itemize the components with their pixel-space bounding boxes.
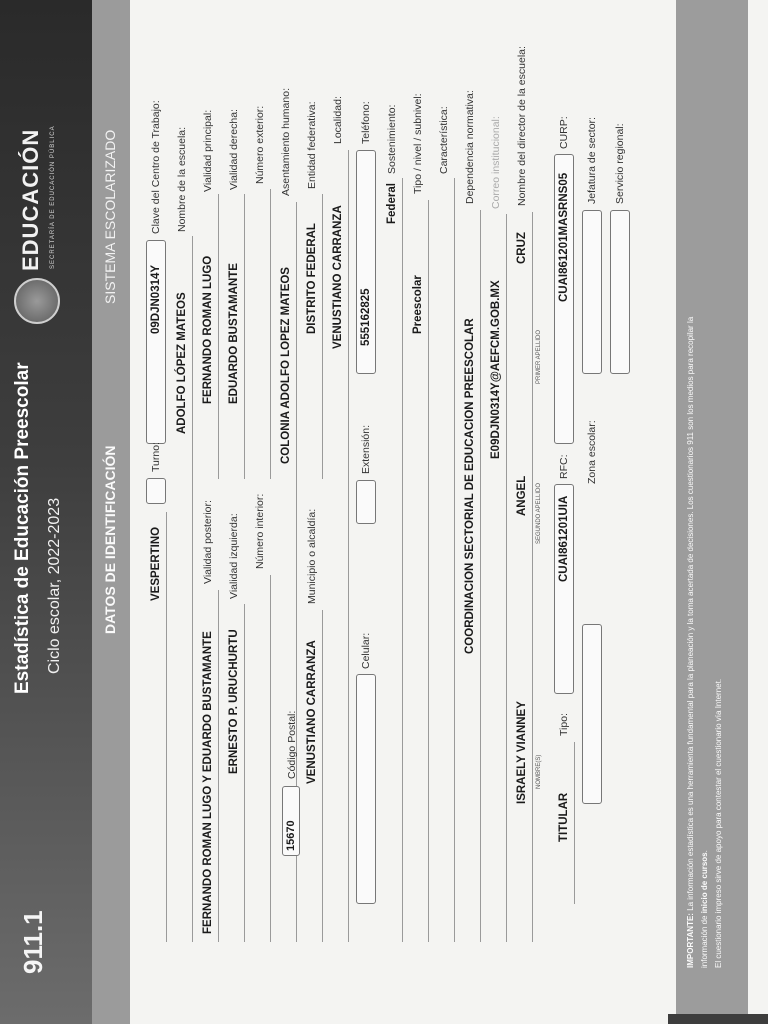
telefono-value: 555162825 — [360, 288, 372, 346]
vialidad-derecha-label: Vialidad derecha: — [228, 109, 240, 190]
entidad-value: DISTRITO FEDERAL — [306, 223, 318, 334]
codigo-postal-value: 15670 — [285, 820, 297, 851]
section-band — [92, 0, 130, 1024]
zona-label: Zona escolar: — [586, 420, 598, 484]
nombre-escuela-label: Nombre de la escuela: — [176, 126, 188, 232]
correo-line — [506, 214, 507, 942]
rfc-label: RFC: — [558, 454, 570, 479]
nombre-escuela-value: ADOLFO LÓPEZ MATEOS — [176, 292, 188, 434]
sostenimiento-value: Federal — [386, 183, 398, 224]
footer-line-1-text: La información estadística es una herramienta fundamental para la planeación y la toma acertada de decisiones. Los cuestionarios 911 son los medios para recopilar la — [686, 316, 695, 914]
segundo-apellido-value: ANGEL — [516, 475, 528, 516]
vialidad-principal-line — [218, 194, 219, 479]
codigo-postal-label: Código Postal: — [286, 710, 298, 779]
dependencia-value: COORDINACION SECTORIAL DE EDUCACION PREESCOLAR — [464, 318, 476, 654]
turno-box — [146, 478, 166, 504]
footer-important: IMPORTANTE: — [686, 913, 695, 968]
caracteristica-line — [454, 178, 455, 942]
school-cycle: Ciclo escolar, 2022-2023 — [46, 497, 63, 674]
turno-line — [166, 512, 167, 942]
section-title: DATOS DE IDENTIFICACIÓN — [102, 445, 118, 634]
footer-line-3: El cuestionario impreso sirve de apoyo para contestar el cuestionario vía Internet. — [714, 678, 723, 968]
municipio-line — [322, 610, 323, 942]
nombres-caption: NOMBRE(S) — [536, 754, 542, 789]
numero-interior-label: Número interior: — [254, 493, 266, 569]
numero-exterior-label: Número exterior: — [254, 105, 266, 184]
turno-value: VESPERTINO — [150, 526, 162, 601]
tipo-nivel-line — [428, 200, 429, 942]
correo-label: Correo institucional: — [490, 116, 502, 209]
brand-logo-text: EDUCACIÓN — [18, 128, 43, 271]
segundo-apellido-caption: SEGUNDO APELLIDO — [536, 482, 542, 544]
telefono-label: Teléfono: — [360, 101, 372, 144]
tipo-label: Tipo: — [558, 713, 570, 736]
dependencia-line — [480, 210, 481, 942]
vialidad-principal-value: FERNANDO ROMAN LUGO — [202, 255, 214, 404]
celular-label: Celular: — [360, 632, 372, 669]
curp-label: CURP: — [558, 116, 570, 149]
tipo-value: TITULAR — [558, 792, 570, 842]
vialidad-izquierda-label: Vialidad izquierda: — [228, 513, 240, 599]
municipio-value: VENUSTIANO CARRANZA — [306, 640, 318, 784]
numero-interior-line — [270, 575, 271, 942]
form-title: Estadística de Educación Preescolar — [12, 362, 33, 694]
form-header — [0, 0, 92, 1024]
localidad-value: VENUSTIANO CARRANZA — [332, 205, 344, 349]
director-line — [532, 212, 533, 942]
vialidad-izquierda-value: ERNESTO P. URUCHURTU — [228, 629, 240, 774]
rfc-value: CUAI861201UIA — [558, 495, 570, 582]
footer-note — [676, 0, 748, 1024]
jefatura-cells — [582, 210, 602, 374]
extension-label: Extensión: — [360, 424, 372, 474]
vialidad-derecha-line — [244, 194, 245, 479]
numero-exterior-line — [270, 189, 271, 479]
jefatura-label: Jefatura de sector: — [586, 117, 598, 204]
form-number: 911.1 — [18, 910, 48, 974]
dependencia-label: Dependencia normativa: — [464, 90, 476, 204]
nombres-value: ISRAELY VIANNEY — [516, 701, 528, 804]
primer-apellido-value: CRUZ — [516, 232, 528, 264]
clave-label: Clave del Centro de Trabajo: — [150, 100, 162, 234]
turno-label: Turno: — [150, 442, 162, 472]
zona-cells — [582, 624, 602, 804]
footer-line-2-a: información de — [700, 913, 709, 968]
celular-cells — [356, 674, 376, 904]
nombre-escuela-line — [192, 236, 193, 942]
clave-value: 09DJN0314Y — [150, 264, 162, 334]
sostenimiento-label: Sostenimiento: — [386, 104, 398, 174]
vialidad-posterior-value: FERNANDO ROMAN LUGO Y EDUARDO BUSTAMANTE — [202, 631, 214, 934]
director-label: Nombre del director de la escuela: — [516, 46, 528, 206]
asentamiento-label: Asentamiento humano: — [280, 88, 292, 196]
tipo-nivel-value: Preescolar — [412, 275, 424, 334]
government-seal-icon — [14, 278, 60, 324]
localidad-line — [348, 150, 349, 942]
vialidad-posterior-line — [218, 590, 219, 942]
sostenimiento-line — [402, 178, 403, 942]
footer-line-2 — [700, 850, 709, 968]
vialidad-izquierda-line — [244, 604, 245, 942]
footer-line-2-b: . — [700, 850, 709, 853]
entidad-line — [322, 194, 323, 479]
codigo-postal-box — [282, 786, 300, 856]
tipo-line — [574, 742, 575, 904]
curp-value: CUAI861201MASRNS05 — [558, 172, 570, 302]
tipo-nivel-label: Tipo / nivel / subnivel: — [412, 93, 424, 194]
asentamiento-value: COLONIA ADOLFO LOPEZ MATEOS — [280, 267, 292, 464]
brand-subtitle: SECRETARÍA DE EDUCACIÓN PÚBLICA — [50, 125, 56, 269]
vialidad-principal-label: Vialidad principal: — [202, 109, 214, 192]
vialidad-posterior-label: Vialidad posterior: — [202, 500, 214, 584]
footer-line-1 — [686, 317, 695, 968]
entidad-label: Entidad federativa: — [306, 101, 318, 189]
caracteristica-label: Característica: — [438, 106, 450, 174]
footer-line-2-bold: inicio de cursos — [700, 852, 709, 914]
correo-value: E09DJN0314Y@AEFCM.GOB.MX — [490, 280, 502, 459]
primer-apellido-caption: PRIMER APELLIDO — [536, 329, 542, 384]
scan-edge-mark — [668, 1014, 768, 1024]
municipio-label: Municipio o alcaldía: — [306, 508, 318, 604]
localidad-label: Localidad: — [332, 96, 344, 144]
extension-cells — [356, 480, 376, 524]
system-label: SISTEMA ESCOLARIZADO — [102, 129, 118, 304]
servicio-cells — [610, 210, 630, 374]
vialidad-derecha-value: EDUARDO BUSTAMANTE — [228, 263, 240, 404]
servicio-label: Servicio regional: — [614, 123, 626, 204]
